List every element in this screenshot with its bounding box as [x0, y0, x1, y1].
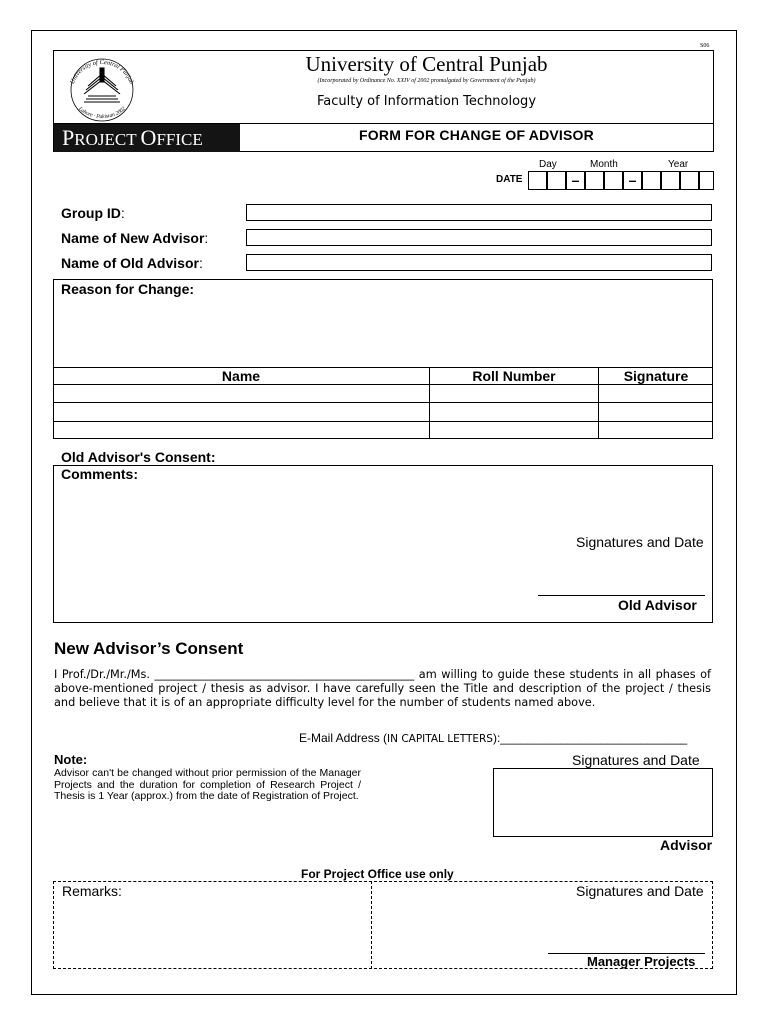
table-header-name: Name — [221, 368, 261, 384]
table-cell-roll-number[interactable] — [430, 385, 598, 402]
logo-ring-text: University of Central Punjab — [68, 58, 136, 86]
manager-signatures-label: Signatures and Date — [576, 883, 704, 899]
note-label: Note: — [54, 752, 88, 767]
group-id-label: Group ID: — [61, 205, 125, 221]
date-year-label: Year — [668, 159, 689, 170]
table-cell-signature[interactable] — [599, 385, 712, 402]
date-year-digit-3[interactable] — [680, 171, 699, 190]
old-advisor-signature-line[interactable] — [538, 595, 705, 596]
advisor-role: Advisor — [660, 837, 713, 853]
new-advisor-signature-box[interactable] — [493, 768, 713, 837]
date-label: DATE — [496, 174, 523, 185]
group-id-field[interactable] — [246, 204, 712, 221]
date-month-digit-2[interactable] — [604, 171, 623, 190]
logo-bottom-text: Lahore · Pakistan 2002 — [77, 105, 127, 121]
table-header-roll-number: Roll Number — [472, 368, 556, 384]
note-text: Advisor can't be changed without prior permission of the Manager Projects and the duration for completion of Research Project / Thesis is 1 Year (approx.) from the date of Registration of Project. — [54, 767, 361, 802]
manager-projects-role: Manager Projects — [587, 954, 696, 969]
old-advisor-label: Name of Old Advisor: — [61, 255, 203, 271]
university-name: University of Central Punjab — [305, 52, 548, 76]
table-cell-name[interactable] — [54, 385, 429, 402]
remarks-label: Remarks: — [62, 883, 122, 899]
new-advisor-field[interactable] — [246, 229, 712, 246]
project-office-use-heading: For Project Office use only — [301, 867, 454, 881]
table-cell-roll-number[interactable] — [430, 422, 598, 438]
office-letter-p: P — [62, 125, 75, 150]
new-advisor-consent-title: New Advisor’s Consent — [54, 639, 244, 658]
table-cell-name[interactable] — [54, 422, 429, 438]
form-title: FORM FOR CHANGE OF ADVISOR — [359, 127, 594, 143]
email-address-line[interactable]: E-Mail Address (IN CAPITAL LETTERS):____________________________ — [299, 731, 688, 745]
new-advisor-signatures-label: Signatures and Date — [572, 752, 700, 768]
table-cell-signature[interactable] — [599, 403, 712, 421]
table-cell-signature[interactable] — [599, 422, 712, 438]
date-separator: – — [623, 171, 642, 190]
project-office-divider — [371, 881, 372, 969]
reason-label: Reason for Change: — [61, 281, 195, 297]
university-logo — [64, 54, 140, 122]
date-month-digit-1[interactable] — [585, 171, 604, 190]
date-year-digit-1[interactable] — [642, 171, 661, 190]
comments-label: Comments: — [61, 466, 139, 482]
table-cell-roll-number[interactable] — [430, 403, 598, 421]
date-year-digit-4[interactable] — [699, 171, 714, 190]
office-word-ffice: FFICE — [156, 130, 203, 149]
office-word-roject: ROJECT — [74, 130, 141, 149]
svg-text:Lahore · Pakistan 2002 — [76, 105, 127, 120]
office-letter-o: O — [140, 125, 157, 150]
faculty-name: Faculty of Information Technology — [316, 94, 537, 109]
old-advisor-signatures-label: Signatures and Date — [576, 534, 704, 550]
new-advisor-label: Name of New Advisor: — [61, 230, 209, 246]
new-advisor-consent-paragraph: I Prof./Dr./Mr./Ms. ______________________________________________ am willing to guide these students in all phases of above-mentioned project / thesis as advisor. I have carefully seen the Title and description of the project / thesis and believe that it is of an appropriate difficulty level for the number of students named above. — [54, 668, 711, 709]
date-separator: – — [566, 171, 585, 190]
date-year-digit-2[interactable] — [661, 171, 680, 190]
table-header-signature: Signature — [623, 368, 689, 384]
table-cell-name[interactable] — [54, 403, 429, 421]
university-subtitle: (Incorporated by Ordinance No. XXIV of 2002 promulgated by Government of the Punjab) — [317, 78, 536, 84]
old-advisor-field[interactable] — [246, 254, 712, 271]
form-code: S06 — [700, 43, 710, 49]
date-month-label: Month — [590, 159, 618, 170]
date-day-digit-2[interactable] — [547, 171, 566, 190]
date-day-digit-1[interactable] — [528, 171, 547, 190]
old-advisor-role: Old Advisor — [618, 597, 697, 613]
building-icon — [84, 68, 120, 102]
project-office-banner — [54, 124, 240, 152]
date-day-label: Day — [539, 159, 557, 170]
old-advisor-consent-label: Old Advisor's Consent: — [61, 449, 216, 465]
